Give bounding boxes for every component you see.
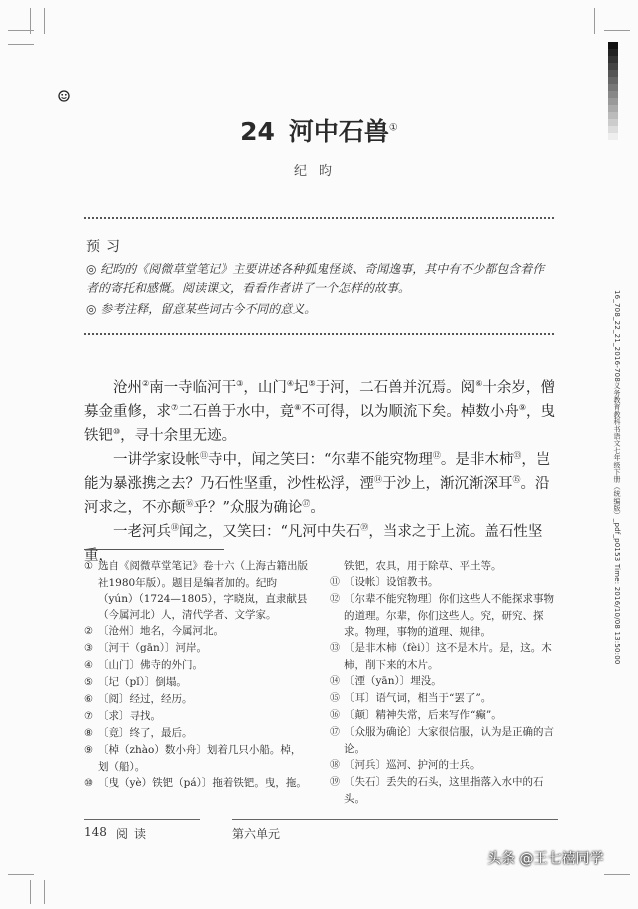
footnote-number: ⑯ [330,710,340,721]
footnote-marker: ⑲ [360,523,369,533]
footnote-text: 〔湮（yān）〕埋没。 [344,675,442,687]
footnote-text: 〔设帐〕设馆教书。 [344,576,439,588]
text-segment: 。是非木柿 [440,452,514,468]
footnote-number: ⑲ [330,777,340,788]
footnote-text: 〔曳（yè）铁钯（pá）〕拖着铁钯。曳，拖。 [98,777,307,789]
footnote-marker: ⑬ [513,451,522,461]
footnote-text: 选自《阅微草堂笔记》卷十六（上海古籍出版社1980年版）。题目是编者加的。纪昀（yún）（1724—1805），字晓岚，直隶献县（今属河北）人，清代学者、文学家。 [98,560,308,621]
text-segment: 沧州 [113,380,142,396]
footnote-number: ⑥ [84,694,93,705]
text-segment: 。 [310,500,325,516]
footer-section: 阅读 [116,827,153,841]
footnote-text: 〔阅〕经过，经历。 [98,693,193,705]
footnote-marker: ⑭ [374,475,382,485]
preview-item: ◎ 纪昀的《阅微草堂笔记》主要讲述各种狐鬼怪谈、奇闻逸事，其中有不少都包含着作者的寄托和感慨。阅读课文，看看作者讲了一个怎样的故事。 [86,262,545,295]
footnote-item [84,708,310,725]
footnote-item [330,640,558,673]
footnote-number: ⑩ [84,778,93,789]
watermark: 头条 @王七禧同学 [487,851,604,867]
footnote-text: 〔河兵〕巡河、护河的士兵。 [344,759,481,771]
footnote-number: ⑪ [330,577,340,588]
crop-mark [604,30,630,31]
footnote-item [84,623,310,640]
footnote-marker: ⑦ [171,403,179,413]
footnote-text: 〔众服为确论〕大家很信服，认为是正确的言论。 [344,726,554,755]
footer-rule [232,819,558,820]
lesson-number: 24 [240,117,275,146]
footnote-marker: ⑮ [512,475,521,485]
paragraph [84,448,558,520]
footnote-number: ⑬ [330,643,340,654]
preview-item: ◎ 参考注释，留意某些词古今不同的意义。 [86,302,317,316]
text-segment: 。沿河求之，不亦颠 [84,476,550,516]
footnote-marker: ⑥ [475,379,483,389]
text-segment: 寺中，闻之笑曰：“尔辈不能究物理 [208,452,433,468]
footnote-item [84,558,310,623]
crop-mark [604,874,630,875]
text-segment: ，当求之于上流。盖石性坚重， [84,524,543,564]
footnote-number: ⑱ [330,760,340,771]
footnote-item [84,640,310,657]
footnote-number: ⑮ [330,693,340,704]
footnote-rule [84,549,224,550]
footnote-number: ⑰ [330,727,340,738]
footnote-text: 〔沧州〕地名，今属河北。 [98,625,224,637]
page-number: 148 [84,825,107,839]
print-info-text: 16_708_22_21_2016-708义务教育教科书语文七年级下册（统编版）_pdf_p0153 Time: 2016/10/08 13:50:00 [613,290,621,665]
footnote-item [330,757,558,774]
text-segment: 于沙上，渐沉渐深耳 [382,476,513,492]
footnote-marker: ⑩ [113,427,121,437]
title-footnote-mark: ① [388,122,398,134]
text-segment: 二石兽于水中，竟 [178,404,295,420]
footnote-number: ⑨ [84,745,93,756]
dotted-divider [84,333,554,335]
preview-heading: 预习 [86,239,126,255]
footnotes-right-column [330,558,558,807]
footnote-marker: ⑫ [432,451,441,461]
text-segment: 南一寺临河干 [149,380,237,396]
footnote-item [330,591,558,640]
crop-mark [594,8,595,34]
smiley-face-icon [58,90,70,102]
footer-unit: 第六单元 [232,827,281,841]
footnote-number: ⑧ [84,728,93,739]
footnote-text: 〔失石〕丢失的石头，这里指落入水中的石头。 [344,776,544,805]
text-segment: 一老河兵 [113,524,171,540]
footnote-number: ⑤ [84,677,93,688]
footnote-marker: ② [142,379,150,389]
footnote-number: ① [84,561,93,572]
crop-mark [8,44,34,45]
footnote-text: 铁钯，农具，用于除草、平土等。 [344,560,502,572]
crop-mark [44,8,45,34]
text-segment: ，岂能为暴涨携之去？乃石性坚重，沙性松浮，湮 [84,452,551,492]
footnote-item [84,657,310,674]
footnote-marker: ⑪ [200,451,208,461]
footnote-item [330,690,558,707]
footnote-number: ④ [84,660,93,671]
footnote-marker: ⑰ [302,499,311,509]
text-segment: 闻之，又笑曰：“凡河中失石 [179,524,361,540]
footnote-marker: ⑤ [308,379,316,389]
paragraph [84,376,558,448]
footnote-marker: ⑱ [171,523,179,533]
text-segment: 不可得，以为顺流下矣。棹数小舟 [301,404,519,420]
footnote-text: 〔山门〕佛寺的外门。 [98,659,203,671]
footnote-text: 〔颠〕精神失常，后来写作“癫”。 [344,709,502,721]
footnote-marker: ⑯ [185,499,194,509]
lesson-title [0,112,638,148]
crop-mark [8,874,34,875]
footnote-item [330,724,558,757]
text-segment: ，寻十余里无迹。 [120,428,237,444]
footnote-item [330,558,558,574]
footnote-item [330,774,558,807]
footer-rule [84,819,200,820]
footnote-number: ⑦ [84,711,93,722]
footnote-text: 〔求〕寻找。 [98,710,161,722]
footnote-text: 〔河干（gān）〕河岸。 [98,642,207,654]
footnote-marker: ④ [286,379,295,389]
text-segment: 于河，二石兽并沉焉。阅 [315,380,476,396]
footnote-item [84,725,310,742]
footnote-number: ⑭ [330,676,340,687]
footnote-text: 〔竟〕终了，最后。 [98,727,193,739]
footnote-text: 〔是非木柿（fèi）〕这不是木片。是，这。木柿，削下来的木片。 [344,642,552,671]
footnote-marker: ③ [236,379,244,389]
text-segment: 乎？”众服为确论 [193,500,303,516]
footnote-marker: ⑧ [294,403,302,413]
footnote-item [84,691,310,708]
text-segment: 一讲学家设帐 [113,452,200,468]
dotted-divider [84,217,554,219]
footnote-text: 〔圮（pǐ）〕倒塌。 [98,676,187,688]
crop-mark [30,8,31,34]
footnote-number: ③ [84,643,93,654]
text-segment: 圮 [294,380,309,396]
footnote-text: 〔尔辈不能究物理〕你们这些人不能探求事物的道理。尔辈，你们这些人。究，研究、探求。物理，事物的道理、规律。 [344,593,554,638]
footnote-item [330,574,558,591]
text-segment: ，山门 [243,380,287,396]
footnote-item [84,742,310,775]
footnotes-left-column [84,558,310,792]
author-name: 纪昀 [293,164,344,179]
footnote-marker: ⑨ [518,403,527,413]
footnote-item [330,673,558,690]
footnote-item [330,707,558,724]
footnote-text: 〔耳〕语气词，相当于“罢了”。 [344,692,492,704]
footnote-item [84,775,310,792]
footnote-text: 〔棹（zhào）数小舟〕划着几只小船。棹，划（船）。 [98,744,302,773]
main-text [84,376,558,568]
footnote-item [84,674,310,691]
footnote-number: ② [84,626,93,637]
lesson-title-text: 河中石兽 [288,117,389,146]
text-segment: ，曳铁钯 [84,404,556,444]
crop-mark [30,880,31,904]
footnote-number: ⑫ [330,594,340,605]
crop-mark [44,880,45,904]
text-segment: 十余岁，僧募金重修，求 [84,380,555,420]
